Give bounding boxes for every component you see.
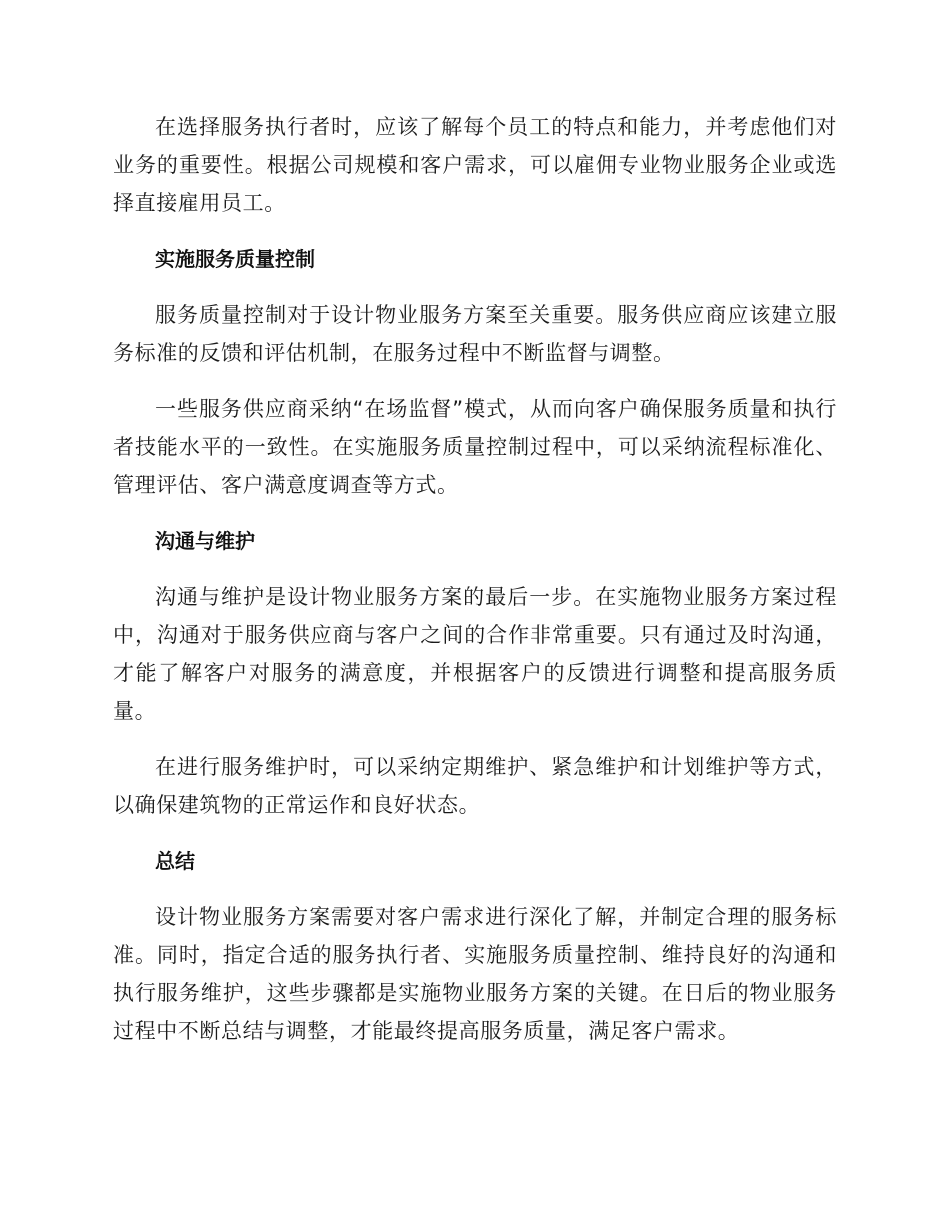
paragraph: 一些服务供应商采纳“在场监督”模式，从而向客户确保服务质量和执行者技能水平的一致性。在实施服务质量控制过程中，可以采纳流程标准化、管理评估、客户满意度调查等方式。 [113, 397, 837, 497]
paragraph: 在进行服务维护时，可以采纳定期维护、紧急维护和计划维护等方式，以确保建筑物的正常运作和良好状态。 [113, 755, 837, 817]
intro-paragraph: 在选择服务执行者时，应该了解每个员工的特点和能力，并考虑他们对业务的重要性。根据公司规模和客户需求，可以雇佣专业物业服务企业或选择直接雇用员工。 [113, 115, 837, 215]
section-heading-communication: 沟通与维护 [155, 529, 255, 553]
paragraph: 服务质量控制对于设计物业服务方案至关重要。服务供应商应该建立服务标准的反馈和评估机制，在服务过程中不断监督与调整。 [113, 303, 837, 365]
section-heading-quality-control: 实施服务质量控制 [155, 247, 315, 271]
section-heading-summary: 总结 [155, 849, 195, 873]
document-body [113, 108, 837, 1068]
paragraph: 设计物业服务方案需要对客户需求进行深化了解，并制定合理的服务标准。同时，指定合适的服务执行者、实施服务质量控制、维持良好的沟通和执行服务维护，这些步骤都是实施物业服务方案的关键。在日后的物业服务过程中不断总结与调整，才能最终提高服务质量，满足客户需求。 [113, 905, 837, 1043]
paragraph: 沟通与维护是设计物业服务方案的最后一步。在实施物业服务方案过程中，沟通对于服务供应商与客户之间的合作非常重要。只有通过及时沟通，才能了解客户对服务的满意度，并根据客户的反馈进行调整和提高服务质量。 [113, 585, 837, 723]
